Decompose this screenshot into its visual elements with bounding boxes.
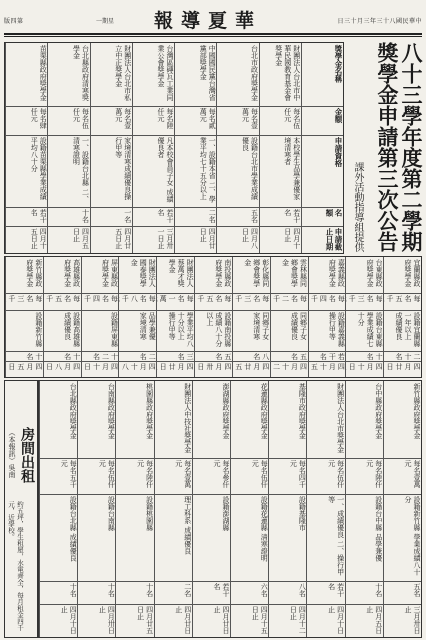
table-cell: 每名四千 [83,295,119,302]
table-record [345,381,384,637]
table-cell: 二名 [183,582,192,597]
table-cell: 新竹縣政府獎學金 [25,259,43,287]
table-record [308,257,347,377]
table-cell: 一名 [123,208,132,223]
table-cell: 家境清寒成績優良操行甲等 [114,137,132,201]
table-cell: 五名 [214,352,232,360]
table-cell: 設籍台北縣 成績優良 [69,495,78,561]
table-cell: 同鄉子女 家境清寒 [252,311,270,340]
table-cell: 四月廿日止 [199,227,217,249]
table-cell: 每名參仟元 [212,459,230,488]
table-record [345,257,384,377]
table-cell: 每名五千 [385,295,421,302]
table-cell: 設籍屏東縣 [110,311,119,347]
table-cell: 名額 [325,208,343,217]
table-cell: 設籍桃園縣 [145,495,154,531]
table-cell: 十名 [145,582,154,597]
table-cell: 設籍新竹縣 [34,311,43,347]
rent-notice-box [4,380,38,638]
table-cell: 設籍澎湖縣 [221,495,230,531]
masthead-rule-thin [4,36,422,37]
table-cell: 四月五日 [7,363,43,371]
table-cell: 學業平均八十分以上 操行甲等 [168,311,195,347]
table-cell: 每名陸仟元 [365,459,383,488]
table-cell: 台北縣政府清寒獎學金 [72,45,90,101]
table-record [132,43,175,253]
table-cell: 若干名 [283,208,301,223]
table-record [259,43,302,253]
announcement-title-line1: 八十三學年度第二學期 [399,42,424,252]
table-cell: 設籍嘉義縣 操行甲等 [328,311,346,347]
table-cell: 四月十五日止 [30,227,48,249]
lower-scholarship-table [38,380,422,638]
table-cell: 台北縣政府獎學金 [69,383,78,439]
table-record [154,381,193,637]
table-record [90,43,133,253]
table-cell: 四月五日止 [365,605,383,634]
table-cell: 基隆市政府獎學金 [298,383,307,439]
table-cell: 澎湖縣政府獎學金 [221,383,230,439]
table-cell: 設籍台北市學業成績優良 [241,137,259,201]
table-record [5,257,44,377]
table-cell: 若干名 [30,208,48,223]
table-cell: 財團法人台北市私立中正獎學金 [114,45,132,101]
table-cell: 設籍高雄縣 成績優良 [63,311,81,347]
table-cell: 花蓮縣政府獎學金 [260,383,269,439]
table-cell: 每名伍仟元 [327,459,345,488]
page-number: 版四第 [4,18,24,25]
table-cell: 獎學金名稱 [334,45,343,83]
table-cell: 每名五千 [45,295,81,302]
table-cell: 十名 [366,352,384,360]
table-cell: 高雄縣政府獎學金 [63,259,81,287]
table-cell: 設籍台東縣 學業成績七十分 [357,311,384,347]
table-record [47,43,90,253]
table-record [194,257,233,377]
rent-notice-title: 房間出租 [19,427,35,483]
table-record [43,257,82,377]
masthead [4,6,422,36]
table-cell: 四月十日止 [327,605,345,634]
table-cell: 財團法人國泰獎學金 [130,259,157,287]
table-cell: 財團法人台北市獎學金 [336,383,345,453]
announcement-title-block [344,42,424,292]
table-cell: 南投縣政府獎學金 [214,259,232,287]
table-cell: 五名 [290,352,308,360]
table-cell: 申請資格 [334,137,343,168]
table-cell: 四月廿日 [159,363,195,371]
table-cell: 若干名 [212,582,230,597]
table-record [306,381,345,637]
table-cell: 八名 [298,582,307,597]
table-cell: 四月十五 [310,363,346,371]
table-cell: 設籍南投縣 成績八十分以上 [205,311,232,347]
table-cell: 理工科系 成績優良 [183,495,192,554]
table-cell: 凡本校會員子女 成績優良者 [157,137,174,203]
masthead-rule [4,33,422,35]
table-cell: 每名伍仟元 [283,108,301,129]
table-cell: 四月十日 [83,363,119,371]
issue-date: 日三十月三年三十八國民華中 [337,18,422,25]
table-cell: 每名陸仟元 [136,459,154,488]
table-cell: 品學兼優 家境清寒 [139,311,157,340]
weekday-label: 一期星 [96,18,115,25]
table-cell: 屏東縣政府獎學金 [101,259,119,287]
table-cell: 五名 [250,208,259,223]
table-cell: 二名 [208,208,217,223]
table-cell: 四月廿五 [234,363,270,371]
table-cell: 十名 [374,582,383,597]
table-record [383,381,422,637]
table-cell: 每名陸仟元 [157,108,174,129]
table-cell: 財團法人蔡萬才獎學金 [168,259,195,287]
table-cell: 每名伍仟元 [251,459,269,488]
table-cell: 財團法人台北市中華民國教育基金會獎學金 [274,45,301,101]
table-cell: 三月卅日止 [403,605,421,634]
table-cell: 新竹縣政府獎學金 [412,383,421,439]
table-cell: 設籍基隆市 [298,495,307,531]
table-cell: 三名 [177,352,195,360]
table-cell: 每名伍仟元 [72,108,90,129]
table-cell: 設籍苗栗縣學業成績平均八十分 [30,137,48,201]
table-cell: 每名二千 [272,295,308,302]
table-cell: 同鄉子女 成績優良 [290,311,308,340]
table-cell: 申請截止日期 [325,227,343,251]
table-cell: 台中縣政府獎學金 [374,383,383,439]
table-cell: 四月廿日止 [212,605,230,634]
upper-scholarship-table [4,42,344,254]
table-cell: 台東縣政府獎學金 [366,259,384,287]
table-record [192,381,231,637]
table-cell: 每名三千 [7,295,43,302]
table-cell: 十二名 [92,352,119,360]
table-cell: 四月八日 [45,363,81,371]
table-cell: 財團法人中技社獎學金 [183,383,192,453]
table-cell: 四月十二 [272,363,308,371]
table-cell: 四月卅日止 [98,605,116,634]
table-cell: 八名 [252,352,270,360]
table-cell: 每名三千 [348,295,384,302]
table-cell: 設籍新竹縣 學業成績八十分 [403,495,421,575]
table-cell: 六名 [260,582,269,597]
table-record [230,381,269,637]
table-cell: 宜蘭縣政府獎學金 [403,259,421,287]
table-header-column [301,43,344,253]
table-record [118,257,157,377]
table-cell: 每名五千元 [60,459,78,488]
table-cell: 四月廿五日止 [136,605,154,634]
table-cell: 設籍台南縣 [107,495,116,531]
table-cell: 若干名 [327,582,345,597]
table-cell: 每名八千 [121,295,157,302]
table-cell: 四月廿日 [385,363,421,371]
table-cell: 一、成績優良 二、操行甲等 [327,495,345,575]
table-cell: 嘉義縣政府獎學金 [328,259,346,287]
table-cell: 十名 [69,582,78,597]
table-cell: 四月十五日止 [251,605,269,634]
table-cell: 每名五千 [196,295,232,302]
table-cell: 每名壹萬元 [114,108,132,129]
table-record [232,257,271,377]
table-cell: 若干名 [157,208,174,223]
table-cell: 每名三千 [234,295,270,302]
table-cell: 每名壹萬元 [174,459,192,488]
table-cell: 四月廿日止 [174,605,192,634]
table-record [115,381,154,637]
newspaper-title: 報導夏華 [154,10,263,32]
table-record [81,257,120,377]
table-cell: 每名壹萬元 [403,459,421,488]
table-cell: 金額 [334,108,343,123]
table-cell: 台南縣政府獎學金 [107,383,116,439]
table-cell: 十名 [81,208,90,223]
middle-scholarship-table [4,256,422,378]
table-cell: 中國國民黨台灣省黨部獎學金 [199,45,217,101]
table-cell: 雲林縣同鄉會獎學金 [281,259,308,287]
table-cell: 若干名 [319,352,346,360]
announcement-title-line2: 獎學金申請第三次公告 [375,42,400,252]
table-cell: 三月卅一日止 [157,227,174,249]
announcement-subtitle: 課外活動指導組提供 [352,162,363,252]
table-record [174,43,217,253]
table-cell: 四月八日止 [241,227,259,249]
table-cell: 彰化縣同鄉會獎學金 [243,259,270,287]
table-record [216,43,259,253]
table-cell: 四月卅日 [196,363,232,371]
table-record [383,257,422,377]
table-record [270,257,309,377]
table-cell: 十名 [107,582,116,597]
table-record [156,257,195,377]
table-cell: 二十名 [394,352,421,360]
table-cell: 每名壹萬元 [241,108,259,129]
table-cell: 設籍台中縣 品學兼優 [374,495,383,561]
table-cell: 台北市政府獎學金 [250,45,259,101]
table-cell: 二名 [139,352,157,360]
table-cell: 每名四千元 [289,459,307,488]
table-cell: 設籍花蓮縣 清寒證明 [260,495,269,561]
table-cell: 桃園縣政府獎學金 [145,383,154,439]
table-cell: 四月廿五日止 [114,227,132,249]
table-cell: 每名貳萬元 [199,108,217,129]
table-record [5,43,48,253]
table-cell: 五名 [412,582,421,597]
table-cell: 十名 [25,352,43,360]
table-record [268,381,307,637]
table-cell: 一、設籍台北縣 二、清寒證明 [72,137,90,203]
table-cell: 十名 [63,352,81,360]
table-cell: 四月十日止 [283,227,301,249]
table-cell: 每名伍仟元 [98,459,116,488]
table-cell: 每名四千 [310,295,346,302]
table-cell: 四月十日止 [60,605,78,634]
table-cell: 四月五日止 [72,227,90,249]
table-cell: 四月十二日止 [289,605,307,634]
table-cell: 一、設籍本省 二、學業平均七十五分以上 [199,137,217,203]
table-cell: 每名肆仟元 [30,108,48,129]
table-record [39,381,78,637]
table-cell: 本校學生品學兼優家境清寒者 [283,137,301,201]
table-cell: 台灣區磚瓦工業同業公會獎學金 [157,45,174,101]
rent-notice-body: 約五坪，學生租屋，水電齊全，每月租金四千元，近學校。 [7,501,24,631]
table-cell: 設籍宜蘭縣一年以上 成績優良 [394,311,421,347]
rent-notice-byline: （本報訊）吳南 [8,429,16,478]
table-cell: 苗栗縣政府獎學金 [39,45,48,101]
table-cell: 四月十八 [121,363,157,371]
table-cell: 每名一萬 [159,295,195,302]
table-cell: 四月十日 [348,363,384,371]
table-record [77,381,116,637]
